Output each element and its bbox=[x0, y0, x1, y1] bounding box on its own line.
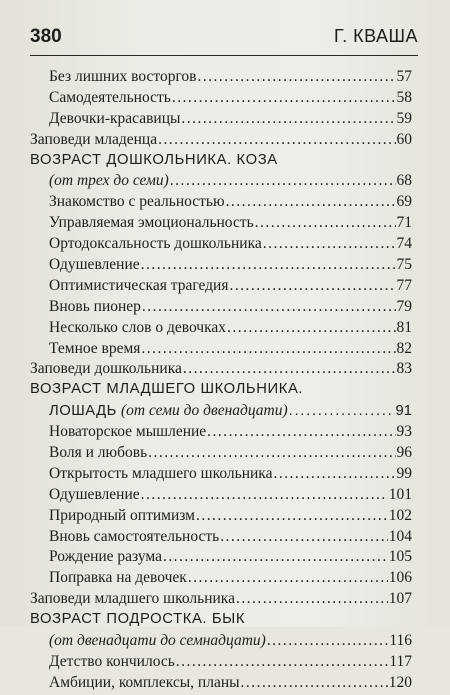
toc-page-number: 59 bbox=[396, 109, 412, 127]
toc-entry bbox=[30, 402, 412, 423]
header-rule bbox=[30, 55, 418, 56]
toc-entry bbox=[30, 465, 412, 486]
toc-page-number: 79 bbox=[396, 297, 412, 315]
toc-page-number: 82 bbox=[396, 339, 412, 357]
leader-dots bbox=[207, 423, 395, 441]
toc-entry-age-range: (от семи до двенадцати) bbox=[121, 402, 288, 420]
toc-page-number: 117 bbox=[389, 652, 412, 670]
leader-dots bbox=[163, 548, 388, 566]
toc-entry bbox=[30, 653, 412, 674]
toc-entry-title: (от трех до семи) bbox=[49, 172, 169, 190]
toc-entry-title: Природный оптимизм bbox=[49, 506, 195, 524]
toc-entry bbox=[30, 214, 412, 235]
leader-dots bbox=[196, 507, 388, 525]
toc-page-number: 102 bbox=[388, 506, 412, 524]
leader-dots bbox=[255, 214, 396, 232]
leader-dots bbox=[141, 486, 388, 504]
toc-entry bbox=[30, 486, 412, 507]
leader-dots bbox=[273, 465, 395, 483]
toc-entry bbox=[30, 507, 412, 528]
toc-entry-title: Новаторское мышление bbox=[49, 423, 207, 441]
leader-dots bbox=[141, 256, 396, 274]
toc-entry-title: Темное время bbox=[49, 339, 141, 357]
toc-entry-title: Несколько слов о девочках bbox=[49, 318, 227, 336]
leader-dots bbox=[226, 193, 396, 211]
toc-entry-title: Открытость младшего школьника bbox=[49, 464, 273, 482]
toc-entry bbox=[30, 444, 412, 465]
toc-entry-title-prefix: ЛОШАДЬ bbox=[49, 403, 117, 420]
toc-entry-title: Девочки-красавицы bbox=[49, 109, 181, 127]
running-header bbox=[30, 26, 418, 52]
leader-dots bbox=[263, 235, 396, 253]
page-number: 380 bbox=[30, 26, 62, 47]
toc-entry-title: Без лишних восторгов bbox=[49, 68, 197, 85]
leader-dots bbox=[188, 569, 388, 587]
toc-entry-title: Вновь пионер bbox=[49, 297, 141, 315]
toc-entry bbox=[30, 528, 412, 549]
toc-entry bbox=[30, 632, 412, 653]
toc-entry-title: Поправка на девочек bbox=[49, 569, 187, 587]
toc-page-number: 83 bbox=[396, 360, 412, 378]
leader-dots bbox=[229, 277, 395, 295]
toc-page-number: 99 bbox=[396, 464, 412, 482]
toc-page-number: 93 bbox=[396, 423, 412, 441]
toc-page-number: 101 bbox=[388, 485, 412, 503]
toc-page-number: 60 bbox=[396, 130, 412, 148]
leader-dots bbox=[183, 360, 396, 378]
toc-page-number: 104 bbox=[388, 527, 412, 545]
toc-entry-title bbox=[49, 402, 288, 420]
leader-dots bbox=[142, 298, 396, 316]
toc-entry bbox=[30, 340, 412, 361]
author-name: Г. КВАША bbox=[334, 26, 418, 46]
toc-entry bbox=[30, 110, 412, 131]
toc-page-number: 96 bbox=[396, 444, 412, 462]
toc-entry-title: Управляемая эмоциональность bbox=[49, 214, 254, 232]
toc-entry-title: ВОЗРАСТ ПОДРОСТКА. БЫК bbox=[30, 611, 246, 628]
toc-entry bbox=[30, 423, 412, 444]
toc-page-number: 75 bbox=[396, 256, 412, 274]
leader-dots bbox=[289, 403, 395, 419]
leader-dots bbox=[236, 590, 388, 608]
leader-dots bbox=[181, 110, 395, 128]
toc-page-number: 74 bbox=[396, 235, 412, 253]
toc-entry bbox=[30, 193, 412, 214]
toc-entry bbox=[30, 674, 412, 695]
leader-dots bbox=[172, 89, 396, 107]
leader-dots bbox=[241, 674, 388, 692]
toc-section-heading bbox=[30, 152, 412, 173]
toc-page-number: 120 bbox=[388, 673, 412, 691]
toc-page-number: 77 bbox=[396, 276, 412, 294]
toc-page-number: 116 bbox=[389, 632, 412, 650]
toc-entry-title: Одушевление bbox=[49, 256, 140, 274]
leader-dots bbox=[176, 653, 389, 671]
toc-entry bbox=[30, 235, 412, 256]
toc-entry-title: ВОЗРАСТ МЛАДШЕГО ШКОЛЬНИКА. bbox=[30, 381, 304, 398]
toc-entry-title: Заповеди младенца bbox=[30, 130, 158, 148]
leader-dots bbox=[170, 172, 396, 190]
leader-dots bbox=[158, 131, 395, 149]
toc-entry-title: ВОЗРАСТ ДОШКОЛЬНИКА. КОЗА bbox=[30, 151, 278, 168]
toc-page-number: 69 bbox=[396, 193, 412, 211]
toc-entry bbox=[30, 590, 412, 611]
toc-entry bbox=[30, 360, 412, 381]
leader-dots bbox=[267, 632, 388, 650]
toc-entry-title: Ортодоксальность дошкольника bbox=[49, 235, 262, 253]
toc-entry bbox=[30, 277, 412, 298]
leader-dots bbox=[227, 319, 395, 337]
leader-dots bbox=[148, 444, 395, 462]
toc-page-number: 58 bbox=[396, 88, 412, 106]
leader-dots bbox=[198, 68, 396, 86]
toc-entry bbox=[30, 131, 412, 152]
toc-entry-title: Самодеятельность bbox=[49, 88, 171, 106]
toc-section-heading bbox=[30, 381, 412, 402]
toc-entry bbox=[30, 68, 412, 89]
toc-entry-title: Детство кончилось bbox=[49, 652, 175, 670]
toc-entry bbox=[30, 319, 412, 340]
toc-page-number: 68 bbox=[396, 172, 412, 190]
toc-entry-title: (от двенадцати до семнадцати) bbox=[49, 632, 266, 650]
toc-entry-title: Воля и любовь bbox=[49, 444, 148, 462]
toc-entry bbox=[30, 298, 412, 319]
toc-entry-title: Амбиции, комплексы, планы bbox=[49, 673, 240, 691]
toc-page-number: 107 bbox=[388, 590, 412, 608]
toc-entry bbox=[30, 569, 412, 590]
toc-page-number: 91 bbox=[395, 403, 412, 420]
leader-dots bbox=[141, 340, 395, 358]
toc-section-heading bbox=[30, 611, 412, 632]
toc-entry-title: Заповеди дошкольника bbox=[30, 360, 182, 378]
toc-page-number: 71 bbox=[396, 214, 412, 232]
toc-entry-title: Заповеди младшего школьника bbox=[30, 590, 235, 608]
toc-page-number: 81 bbox=[396, 318, 412, 336]
toc-page-number: 106 bbox=[388, 569, 412, 587]
toc-entry bbox=[30, 172, 412, 193]
toc-entry-title: Вновь самостоятельность bbox=[49, 527, 220, 545]
toc-page-number: 57 bbox=[396, 68, 412, 85]
toc-page-number: 105 bbox=[388, 548, 412, 566]
toc-entry-title: Одушевление bbox=[49, 485, 140, 503]
toc-entry-title: Знакомство с реальностью bbox=[49, 193, 225, 211]
toc-entry bbox=[30, 256, 412, 277]
toc-entry bbox=[30, 89, 412, 110]
toc-entry-title: Рождение разума bbox=[49, 548, 162, 566]
table-of-contents bbox=[30, 68, 412, 695]
toc-entry-title: Оптимистическая трагедия bbox=[49, 276, 229, 294]
leader-dots bbox=[220, 528, 388, 546]
toc-entry bbox=[30, 548, 412, 569]
